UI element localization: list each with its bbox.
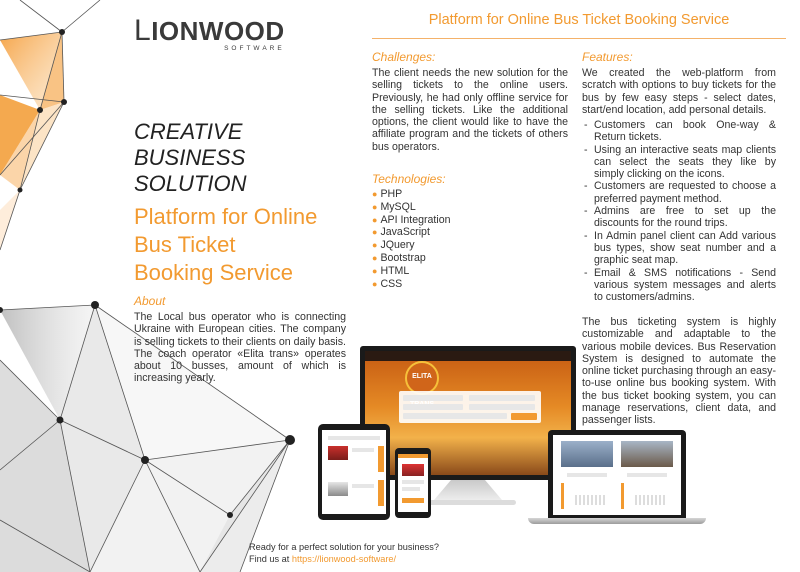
platform-line: Booking Service: [134, 260, 293, 285]
platform-line: Platform for Online: [134, 204, 318, 229]
list-item: [372, 252, 451, 265]
desktop-monitor-mockup: [360, 346, 576, 480]
list-item: [582, 205, 776, 230]
feature-text: In Admin panel client can Add various bus types, show seat number and a graphic seat map.: [594, 229, 776, 267]
list-item: [372, 214, 451, 227]
list-item: [372, 201, 451, 214]
footer-prefix: Find us at: [249, 554, 292, 564]
lionwood-logo: [134, 14, 285, 52]
feature-text: Email & SMS notifications - Send various system messages and alerts to customers/admins.: [594, 266, 776, 304]
logo-wordmark: IONWOOD: [151, 16, 285, 46]
list-item: [582, 180, 776, 205]
bullet-icon: ●: [372, 278, 378, 289]
about-text: The Local bus operator who is connecting Ukraine with European cities. The company is selling tickets to their clients on daily basis. The coach operator «Elita trans» operates about 10 busses, amount of which is increasing yearly.: [134, 311, 346, 385]
list-item: [372, 278, 451, 291]
dash-icon: -: [584, 180, 588, 193]
list-item: [582, 119, 776, 144]
laptop-mockup: [548, 430, 686, 518]
list-item: [372, 226, 451, 239]
tablet-mockup: [318, 424, 390, 520]
footer-cta: Ready for a perfect solution for your business?: [249, 542, 439, 552]
footer-contact: [249, 553, 439, 565]
technology-name: MySQL: [380, 200, 416, 213]
bullet-icon: ●: [372, 214, 378, 225]
technology-name: CSS: [380, 277, 403, 290]
features-heading: Features:: [582, 50, 633, 64]
site-navbar: [365, 351, 571, 361]
creative-line: CREATIVE: [134, 119, 243, 144]
creative-line: BUSINESS: [134, 145, 246, 170]
booking-form: [399, 391, 541, 423]
bullet-icon: ●: [372, 189, 378, 199]
features-intro: We created the web-platform from scratch with options to buy tickets for the bus by few easy steps - select dates, start/end location, add personal details.: [582, 67, 776, 116]
list-item: [372, 239, 451, 252]
technology-name: JQuery: [380, 239, 415, 252]
bullet-icon: ●: [372, 265, 378, 276]
monitor-base: [420, 500, 516, 505]
bullet-icon: ●: [372, 227, 378, 238]
list-item: [582, 267, 776, 304]
list-item: [582, 230, 776, 267]
creative-line: SOLUTION: [134, 171, 247, 196]
footer: [249, 541, 439, 565]
list-item: [582, 144, 776, 181]
bullet-icon: ●: [372, 240, 378, 251]
phone-screen: [398, 454, 428, 512]
phone-mockup: [395, 448, 431, 518]
page-title: Platform for Online Bus Ticket Booking Service: [428, 12, 730, 28]
technologies-heading: Technologies:: [372, 172, 446, 186]
list-item: [372, 188, 451, 201]
laptop-base: [528, 518, 706, 524]
dash-icon: -: [584, 205, 588, 218]
dash-icon: -: [584, 266, 588, 279]
about-heading: About: [134, 294, 166, 308]
elita-trans-logo: ELITA: [405, 361, 439, 395]
technology-name: Bootstrap: [380, 251, 426, 264]
laptop-screen: [553, 435, 681, 515]
creative-heading: [134, 119, 246, 197]
website-link[interactable]: https://lionwood-software/: [291, 554, 397, 564]
technology-name: API Integration: [380, 213, 451, 226]
logo-subtitle: SOFTWARE: [224, 45, 285, 52]
dash-icon: -: [584, 143, 588, 156]
technology-name: HTML: [380, 264, 410, 277]
tablet-screen: [322, 430, 386, 514]
challenges-text: The client needs the new solution for the selling tickets to the online users. Previously, he had only offline service for the selling tickets. Like the additional options, the client would like to have the affiliate program and the tickets of others bus operators.: [372, 67, 568, 153]
platform-heading: [134, 203, 317, 287]
technology-name: PHP: [380, 188, 403, 200]
technologies-list: [372, 188, 451, 290]
header-divider: [372, 38, 786, 39]
dash-icon: -: [584, 119, 588, 131]
bullet-icon: ●: [372, 201, 378, 212]
features-list: [582, 119, 776, 303]
logo-letter: L: [134, 14, 152, 47]
feature-text: Admins are free to set up the discounts for the round trips.: [594, 205, 776, 230]
list-item: [372, 265, 451, 278]
search-button: [511, 413, 537, 420]
features-outro: The bus ticketing system is highly customizable and adaptable to the various mobile devices. Bus Reservation System is designed to automate the online ticket purchasing through an easy-to-use online bus booking system. With the bus ticket booking system, you can manage reservations, client data, and passenger lists.: [582, 316, 776, 427]
feature-text: Using an interactive seats map clients can select the seats they like by simply clicking on the icons.: [594, 143, 776, 181]
challenges-heading: Challenges:: [372, 50, 436, 64]
technology-name: JavaScript: [380, 226, 430, 239]
feature-text: Customers are requested to choose a preferred payment method.: [594, 180, 776, 205]
dash-icon: -: [584, 229, 588, 242]
feature-text: Customers can book One-way & Return tickets.: [594, 119, 776, 144]
platform-line: Bus Ticket: [134, 232, 236, 257]
bullet-icon: ●: [372, 252, 378, 263]
